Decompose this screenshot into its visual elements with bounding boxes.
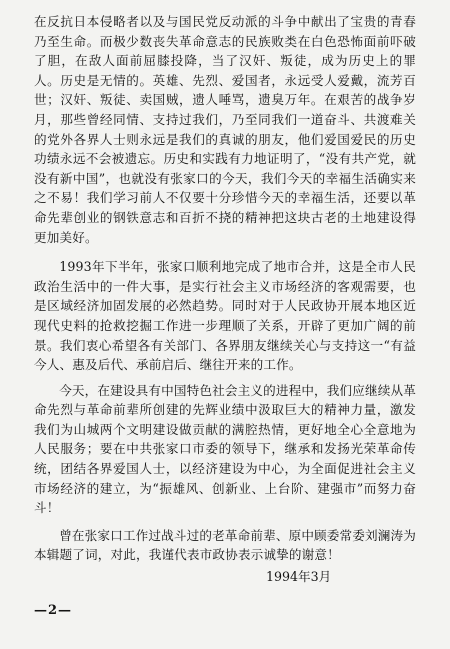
paragraph-4: 曾在张家口工作过战斗过的老革命前辈、原中顾委常委刘澜涛为本辑题了词，对此，我谨代表市政协表示诚挚的谢意！ xyxy=(34,527,417,563)
paragraph-1: 在反抗日本侵略者以及与国民党反动派的斗争中献出了宝贵的青春乃至生命。而极少数丧失革命意志的民族败类在白色恐怖面前吓破了胆，在敌人面前屈膝投降，当了汉奸、叛徒，成为历史上的罪人。历史是无情的。英雄、先烈、爱国者，永远受人爱戴，流芳百世；汉奸、叛徒、卖国贼，遗人唾骂，遗臭万年。在艰苦的战争岁月，那些曾经同情、支持过我们，乃至同我们一道奋斗、共渡难关的党外各界人士则永远是我们的真诚的朋友，他们爱国爱民的历史功绩永远不会被遗忘。历史和实践有力地证明了，“没有共产党，就没有新中国”，也就没有张家口的今天，我们今天的幸福生活确实来之不易！我们学习前人不仅要十分珍惜今天的幸福生活，还要以革命先辈创业的钢铁意志和百折不挠的精神把这块古老的土地建设得更加美好。 xyxy=(34,14,416,245)
paragraph-3: 今天，在建设具有中国特色社会主义的进程中，我们应继续从革命先烈与革命前辈所创建的先辉业绩中汲取巨大的精神力量，激发我们为山城两个文明建设做贡献的满腔热情，更好地全心全意地为人民服务；要在中共张家口市委的领导下，继承和发扬光荣革命传统，团结各界爱国人士，以经济建设为中心，为全面促进社会主义市场经济的建立，为“振雄风、创新业、上台阶、建强市”而努力奋斗！ xyxy=(34,382,417,516)
date-line: 1994年3月 xyxy=(266,569,332,585)
paragraph-2: 1993年下半年，张家口顺利地完成了地市合并，这是全市人民政治生活中的一件大事，是实行社会主义市场经济的客观需要，也是区域经济加固发展的必然趋势。同时对于人民政协开展本地区近现代史料的抢救挖掘工作进一步理顺了关系，开辟了更加广阔的前景。我们衷心希望各有关部门、各界朋友继续关心与支持这一“有益今人、惠及后代、承前启后、继往开来的工作。 xyxy=(34,259,416,373)
page-number: —2— xyxy=(34,603,73,618)
